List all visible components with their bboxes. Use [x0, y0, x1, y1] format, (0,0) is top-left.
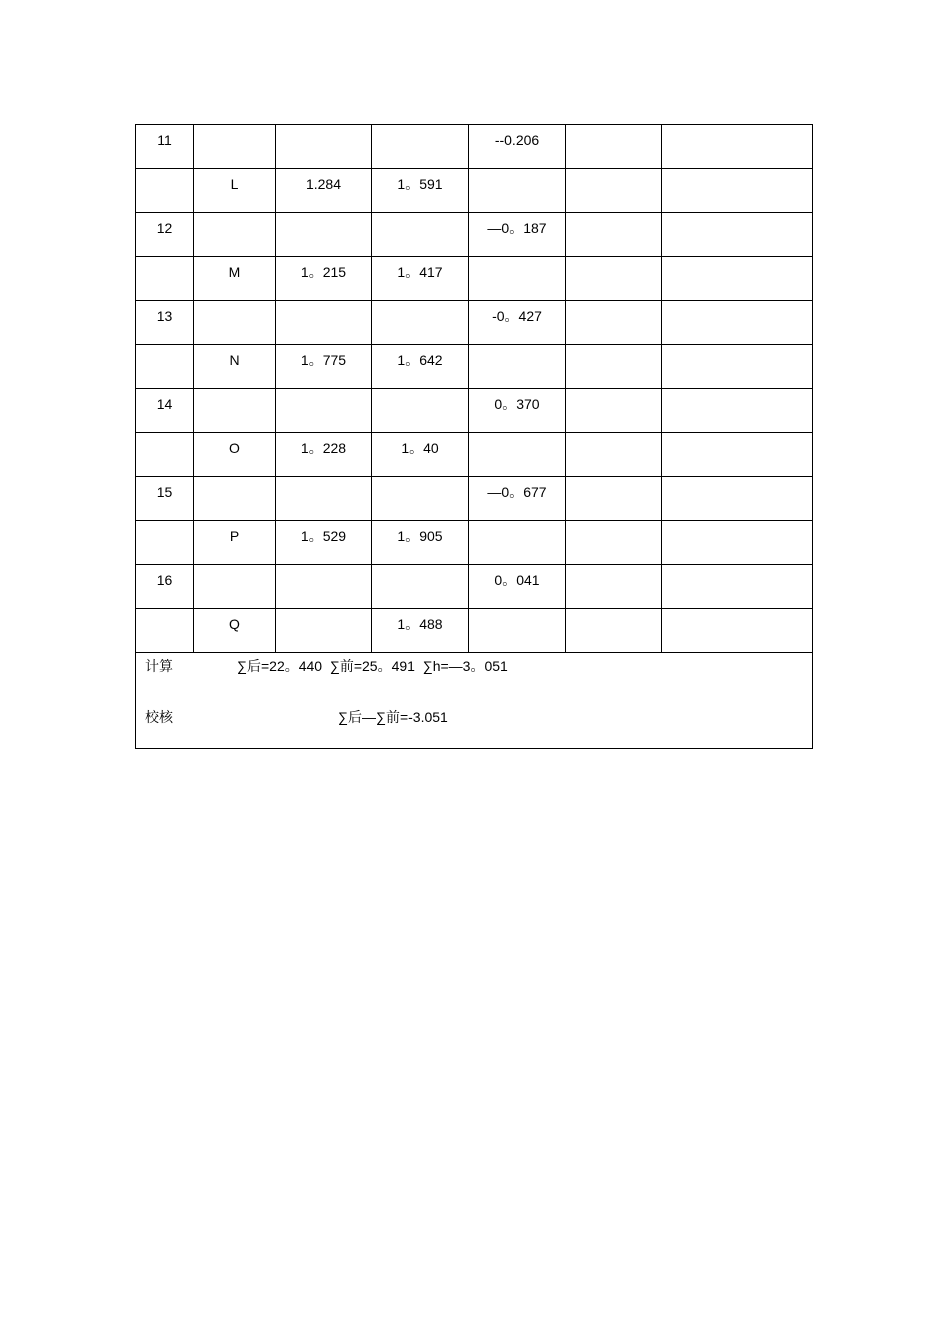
height-diff-cell [469, 169, 566, 213]
summary-row [136, 653, 813, 749]
foresight-cell [372, 125, 469, 169]
point-name-cell [194, 565, 276, 609]
col6-cell [566, 301, 662, 345]
height-diff-cell: —0。187 [469, 213, 566, 257]
point-name-cell: O [194, 433, 276, 477]
summary-cell [136, 653, 813, 749]
check-value: ∑后—∑前=-3.051 [338, 709, 448, 725]
col6-cell [566, 169, 662, 213]
backsight-cell: 1。529 [276, 521, 372, 565]
height-diff-cell: 0。370 [469, 389, 566, 433]
backsight-cell [276, 609, 372, 653]
backsight-cell [276, 301, 372, 345]
point-number-cell [136, 521, 194, 565]
foresight-cell: 1。40 [372, 433, 469, 477]
table-row [136, 433, 813, 477]
col7-cell [662, 521, 813, 565]
col6-cell [566, 125, 662, 169]
foresight-cell: 1。591 [372, 169, 469, 213]
height-diff-cell: --0.206 [469, 125, 566, 169]
backsight-cell: 1。228 [276, 433, 372, 477]
point-name-cell [194, 301, 276, 345]
point-number-cell: 11 [136, 125, 194, 169]
backsight-cell: 1.284 [276, 169, 372, 213]
height-diff-cell [469, 609, 566, 653]
point-number-cell [136, 433, 194, 477]
height-diff-cell [469, 521, 566, 565]
point-number-cell: 14 [136, 389, 194, 433]
col7-cell [662, 389, 813, 433]
table-row [136, 565, 813, 609]
point-number-cell [136, 345, 194, 389]
foresight-cell [372, 213, 469, 257]
col6-cell [566, 213, 662, 257]
col6-cell [566, 257, 662, 301]
col6-cell [566, 521, 662, 565]
point-number-cell: 16 [136, 565, 194, 609]
col6-cell [566, 389, 662, 433]
col7-cell [662, 169, 813, 213]
col7-cell [662, 213, 813, 257]
height-diff-cell: 0。041 [469, 565, 566, 609]
point-name-cell: M [194, 257, 276, 301]
backsight-cell [276, 125, 372, 169]
backsight-cell [276, 389, 372, 433]
foresight-cell [372, 389, 469, 433]
foresight-cell: 1。642 [372, 345, 469, 389]
height-diff-cell [469, 433, 566, 477]
point-name-cell: L [194, 169, 276, 213]
col6-cell [566, 345, 662, 389]
height-diff-cell [469, 257, 566, 301]
foresight-cell: 1。417 [372, 257, 469, 301]
point-name-cell: P [194, 521, 276, 565]
table-row [136, 301, 813, 345]
calc-value: ∑后=22。440 ∑前=25。491 ∑h=—3。051 [237, 658, 508, 674]
table-body [136, 125, 813, 653]
table-row [136, 169, 813, 213]
col7-cell [662, 125, 813, 169]
point-name-cell [194, 389, 276, 433]
col7-cell [662, 565, 813, 609]
col7-cell [662, 257, 813, 301]
col6-cell [566, 565, 662, 609]
point-number-cell [136, 169, 194, 213]
backsight-cell [276, 565, 372, 609]
point-name-cell [194, 213, 276, 257]
foresight-cell [372, 477, 469, 521]
col6-cell [566, 477, 662, 521]
calc-line [145, 657, 812, 675]
point-name-cell: N [194, 345, 276, 389]
table-row [136, 213, 813, 257]
point-number-cell [136, 609, 194, 653]
check-label: 校核 [145, 709, 173, 725]
foresight-cell: 1。488 [372, 609, 469, 653]
height-diff-cell [469, 345, 566, 389]
col7-cell [662, 301, 813, 345]
height-diff-cell: -0。427 [469, 301, 566, 345]
backsight-cell: 1。775 [276, 345, 372, 389]
foresight-cell: 1。905 [372, 521, 469, 565]
backsight-cell [276, 213, 372, 257]
point-number-cell: 13 [136, 301, 194, 345]
point-name-cell [194, 477, 276, 521]
foresight-cell [372, 301, 469, 345]
point-number-cell: 12 [136, 213, 194, 257]
point-number-cell: 15 [136, 477, 194, 521]
table-row [136, 345, 813, 389]
col6-cell [566, 609, 662, 653]
col7-cell [662, 477, 813, 521]
leveling-table [135, 124, 813, 749]
col7-cell [662, 433, 813, 477]
point-name-cell: Q [194, 609, 276, 653]
point-number-cell [136, 257, 194, 301]
table-row [136, 389, 813, 433]
height-diff-cell: —0。677 [469, 477, 566, 521]
calc-label: 计算 [145, 658, 173, 674]
table-row [136, 125, 813, 169]
table-row [136, 521, 813, 565]
table-row [136, 609, 813, 653]
col7-cell [662, 345, 813, 389]
backsight-cell [276, 477, 372, 521]
check-line [145, 708, 812, 726]
point-name-cell [194, 125, 276, 169]
table-summary [136, 653, 813, 749]
col7-cell [662, 609, 813, 653]
foresight-cell [372, 565, 469, 609]
table-row [136, 477, 813, 521]
col6-cell [566, 433, 662, 477]
table-row [136, 257, 813, 301]
backsight-cell: 1。215 [276, 257, 372, 301]
